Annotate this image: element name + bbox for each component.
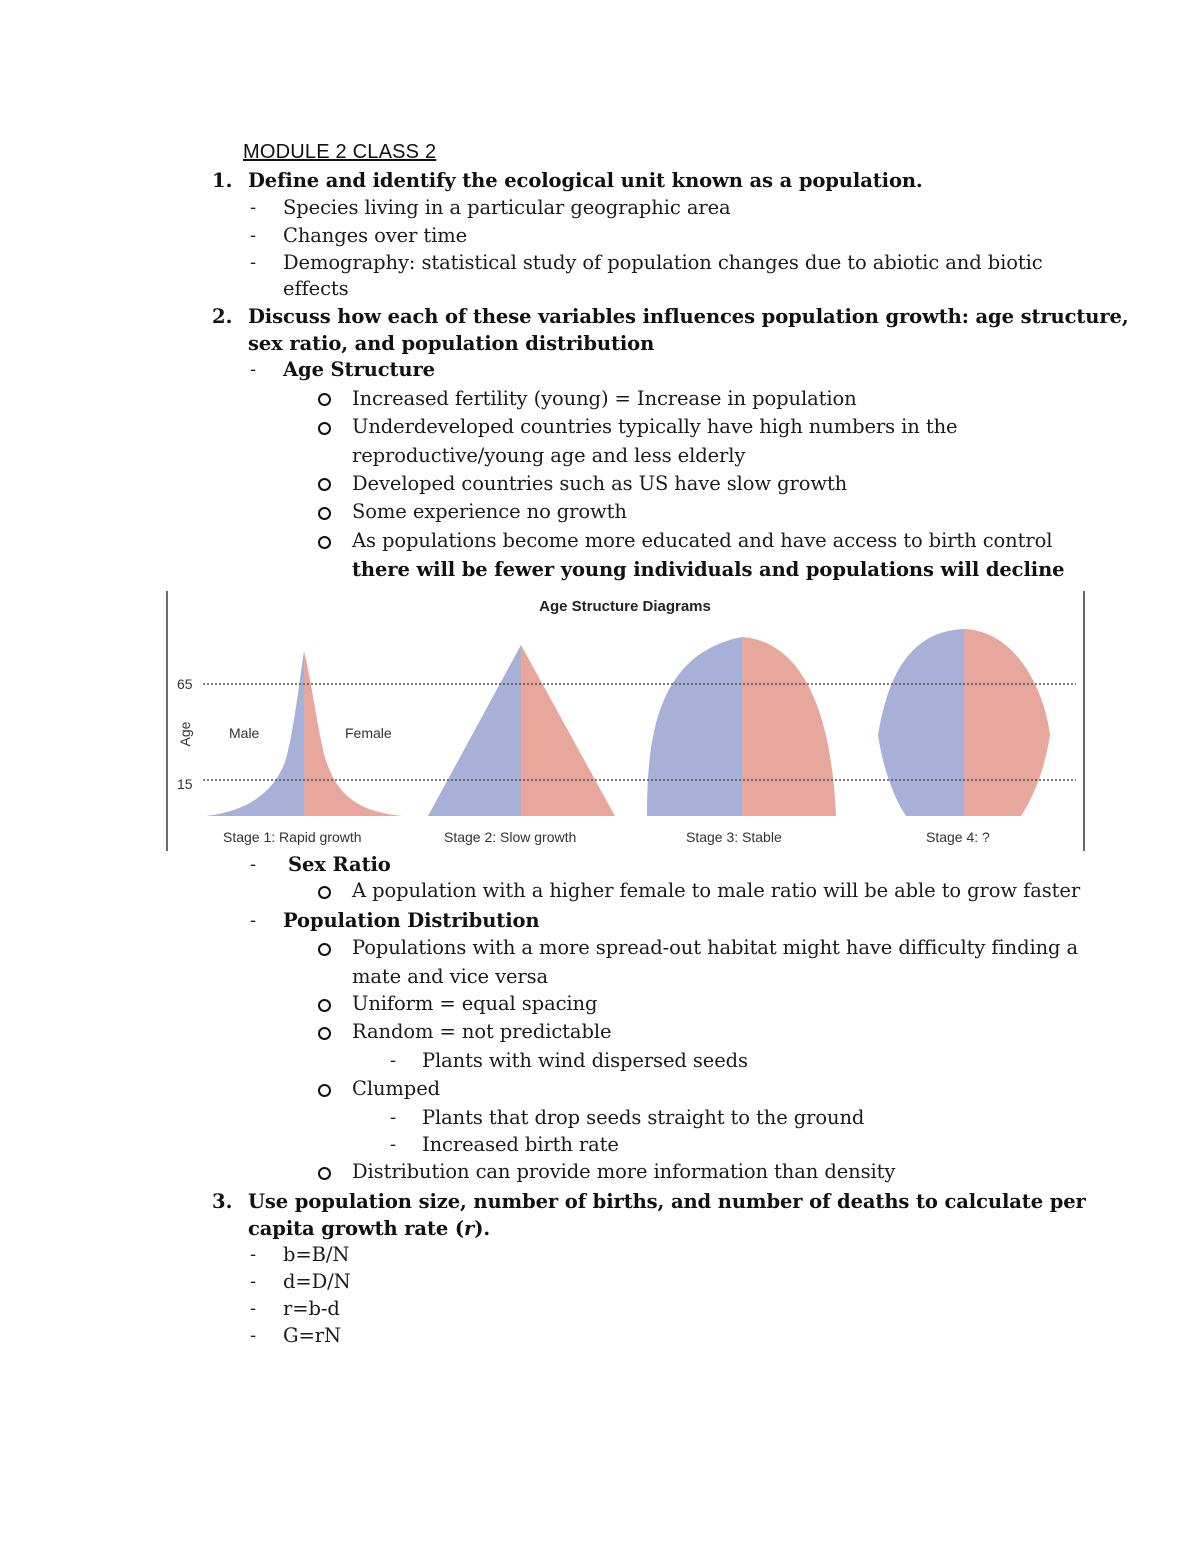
list-item: Random = not predictable	[352, 1020, 612, 1043]
list-item: Some experience no growth	[352, 500, 627, 523]
figure-title: Age Structure Diagrams	[539, 598, 711, 615]
age-structure-figure	[166, 589, 1086, 851]
list-item-continuation: there will be fewer young individuals and populations will decline	[352, 558, 1065, 581]
list-item-continuation: reproductive/young age and less elderly	[352, 444, 746, 467]
list-item-continuation: mate and vice versa	[352, 965, 549, 988]
stage-1-label: Stage 1: Rapid growth	[223, 829, 362, 845]
sub-list-item: Plants that drop seeds straight to the ground	[422, 1106, 865, 1129]
heading-text-pre: capita growth rate (	[248, 1217, 464, 1240]
heading-text-post: ).	[474, 1217, 491, 1240]
sex-ratio-label: Sex Ratio	[288, 853, 391, 876]
section-3-heading: Use population size, number of births, and number of deaths to calculate per	[248, 1190, 1086, 1213]
list-item: A population with a higher female to male ratio will be able to grow faster	[352, 879, 1081, 902]
section-2-number: 2.	[212, 305, 233, 328]
circle-bullet-icon	[318, 999, 331, 1012]
circle-bullet-icon	[318, 886, 331, 899]
stage-2-female-shape	[521, 645, 615, 816]
list-item: Populations with a more spread-out habitat might have difficulty finding a	[352, 936, 1079, 959]
dash-bullet: -	[390, 1107, 397, 1128]
dash-bullet: -	[390, 1050, 397, 1071]
dash-bullet: -	[250, 1298, 257, 1319]
stage-4-male-shape	[878, 629, 964, 816]
circle-bullet-icon	[318, 478, 331, 491]
circle-bullet-icon	[318, 393, 331, 406]
stage-3-female-shape	[742, 637, 836, 816]
section-3-heading-cont	[248, 1215, 490, 1242]
population-distribution-label: Population Distribution	[283, 909, 540, 932]
list-item: Increased fertility (young) = Increase in population	[352, 387, 857, 410]
section-2-heading: Discuss how each of these variables influences population growth: age structure,	[248, 305, 1129, 328]
stage-4-female-shape	[964, 629, 1050, 816]
dash-bullet: -	[250, 1325, 257, 1346]
dash-bullet: -	[250, 225, 257, 246]
circle-bullet-icon	[318, 422, 331, 435]
section-2-heading-cont: sex ratio, and population distribution	[248, 332, 655, 355]
dash-bullet: -	[250, 1244, 257, 1265]
list-item: Clumped	[352, 1077, 441, 1100]
list-item: Underdeveloped countries typically have high numbers in the	[352, 415, 958, 438]
list-item: Developed countries such as US have slow growth	[352, 472, 848, 495]
circle-bullet-icon	[318, 1084, 331, 1097]
list-item-continuation: effects	[283, 277, 349, 300]
list-item: Changes over time	[283, 224, 468, 247]
age-65-label: 65	[177, 676, 193, 692]
dash-bullet: -	[250, 854, 257, 875]
dash-bullet: -	[250, 197, 257, 218]
age-structure-label: Age Structure	[283, 358, 435, 381]
list-item: Uniform = equal spacing	[352, 992, 598, 1015]
section-1-number: 1.	[212, 169, 233, 192]
section-3-number: 3.	[212, 1190, 233, 1213]
stage-2-male-shape	[428, 645, 521, 816]
age-15-label: 15	[177, 776, 193, 792]
list-item: Species living in a particular geographic area	[283, 196, 731, 219]
sub-list-item: Plants with wind dispersed seeds	[422, 1049, 748, 1072]
circle-bullet-icon	[318, 536, 331, 549]
dash-bullet: -	[250, 359, 257, 380]
formula-item: r=b-d	[283, 1297, 340, 1320]
formula-item: G=rN	[283, 1324, 341, 1347]
circle-bullet-icon	[318, 1027, 331, 1040]
variable-r: r	[464, 1217, 475, 1240]
female-label: Female	[345, 725, 392, 741]
circle-bullet-icon	[318, 507, 331, 520]
page-title: MODULE 2 CLASS 2	[243, 141, 437, 163]
sub-list-item: Increased birth rate	[422, 1133, 619, 1156]
stage-3-label: Stage 3: Stable	[686, 829, 782, 845]
dash-bullet: -	[250, 1271, 257, 1292]
list-item: Distribution can provide more information than density	[352, 1160, 896, 1183]
formula-item: b=B/N	[283, 1243, 350, 1266]
stage-4-label: Stage 4: ?	[926, 829, 990, 845]
list-item: Demography: statistical study of population changes due to abiotic and biotic	[283, 251, 1043, 274]
circle-bullet-icon	[318, 1167, 331, 1180]
y-axis-label: Age	[177, 721, 193, 747]
section-1-heading: Define and identify the ecological unit known as a population.	[248, 169, 923, 192]
stage-3-male-shape	[647, 637, 742, 816]
stage-2-label: Stage 2: Slow growth	[444, 829, 577, 845]
formula-item: d=D/N	[283, 1270, 351, 1293]
circle-bullet-icon	[318, 943, 331, 956]
male-label: Male	[229, 725, 260, 741]
age-structure-diagram	[166, 589, 1086, 851]
list-item: As populations become more educated and have access to birth control	[352, 529, 1053, 552]
dash-bullet: -	[250, 910, 257, 931]
dash-bullet: -	[390, 1134, 397, 1155]
dash-bullet: -	[250, 252, 257, 273]
